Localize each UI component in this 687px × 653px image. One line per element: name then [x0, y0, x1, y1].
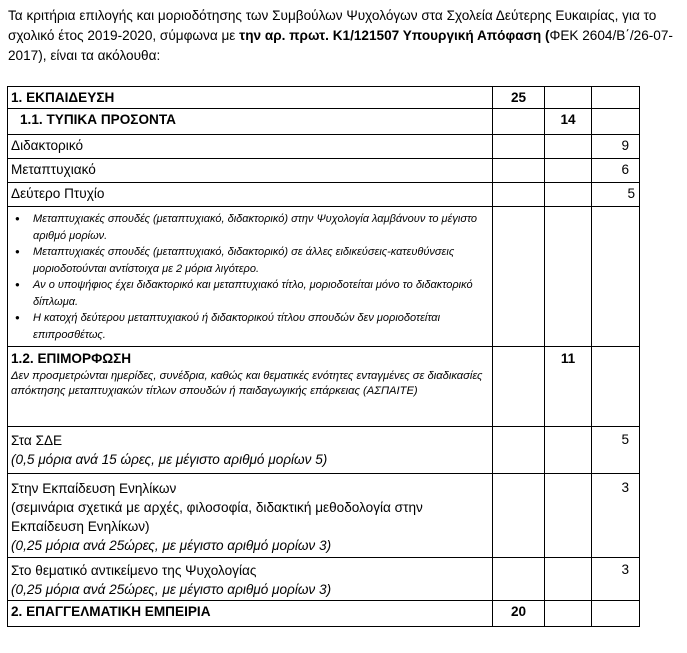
note-item: ● Μεταπτυχιακές σπουδές (μεταπτυχιακό, διδακτορικό) στην Ψυχολογία λαμβάνουν το μέγιστο αριθμό μορίων.: [15, 213, 478, 242]
ministerial-decision: την αρ. πρωτ. Κ1/121507 Υπουργική Απόφαση: [239, 28, 542, 43]
adult-points: 3: [592, 474, 640, 558]
row-typical-qualifications: [8, 109, 640, 135]
sde-label: Στα ΣΔΕ: [11, 433, 63, 448]
bullet-icon: ●: [15, 313, 20, 322]
bullet-icon: ●: [15, 214, 20, 223]
psychology-points: 3: [592, 558, 640, 601]
education-label: 1. ΕΚΠΑΙΔΕΥΣΗ: [8, 87, 493, 109]
fek-open-paren: (: [541, 28, 550, 43]
psychology-detail: (0,25 μόρια ανά 25ώρες, με μέγιστο αριθμό μορίων 3): [11, 582, 332, 597]
row-second-degree: [8, 183, 640, 207]
row-training: [8, 347, 640, 427]
row-experience: [8, 601, 640, 627]
intro-text-1: Τα κριτήρια επιλογής και μοριοδότησης των Συμβούλων Ψυχολόγων στα Σχολεία Δεύτερης Ευκαιρίας, για το σχολικό έτος 2019-2020, σύμφωνα με: [8, 8, 657, 43]
sde-points: 5: [592, 427, 640, 474]
adult-detail: (0,25 μόρια ανά 25ώρες, με μέγιστο αριθμό μορίων 3): [11, 538, 332, 553]
intro-text-2: ), είναι τα ακόλουθα:: [38, 48, 161, 63]
intro-paragraph: [8, 6, 680, 66]
typical-label: 1.1. ΤΥΠΙΚΑ ΠΡΟΣΟΝΤΑ: [8, 109, 493, 135]
row-sde: [8, 427, 640, 474]
adult-desc: (σεμινάρια σχετικά με αρχές, φιλοσοφία, διδακτική μεθοδολογία στην Εκπαίδευση Ενηλίκων): [11, 500, 423, 534]
notes-list: [11, 211, 489, 343]
bullet-icon: ●: [15, 280, 20, 289]
note-item: ● Αν ο υποψήφιος έχει διδακτορικό και μεταπτυχιακό τίτλο, μοριοδοτείται μόνο το διδακτορικό δίπλωμα.: [15, 279, 473, 308]
row-psychology: [8, 558, 640, 601]
experience-points: 20: [493, 601, 545, 627]
row-education: [8, 87, 640, 109]
adult-label: Στην Εκπαίδευση Ενηλίκων: [11, 481, 177, 496]
training-label: 1.2. ΕΠΙΜΟΡΦΩΣΗ: [11, 351, 132, 366]
second-degree-label: Δεύτερο Πτυχίο: [8, 183, 493, 207]
psychology-label: Στο θεματικό αντικείμενο της Ψυχολογίας: [11, 563, 257, 578]
second-degree-points: 5: [592, 183, 640, 207]
bullet-icon: ●: [15, 247, 20, 256]
training-points: 11: [545, 347, 592, 427]
row-phd: [8, 135, 640, 159]
education-points: 25: [493, 87, 545, 109]
sde-detail: (0,5 μόρια ανά 15 ώρες, με μέγιστο αριθμό μορίων 5): [11, 452, 328, 467]
row-notes: [8, 207, 640, 347]
typical-points: 14: [545, 109, 592, 135]
criteria-table: [7, 86, 640, 627]
row-masters: [8, 159, 640, 183]
training-note: Δεν προσμετρώνται ημερίδες, συνέδρια, καθώς και θεματικές ενότητες ενταγμένες σε διαδικασίες απόκτησης μεταπτυχιακών τίτλων σπουδών ή παιδαγωγικής επάρκειας (ΑΣΠΑΙΤΕ): [11, 370, 483, 398]
note-item: ● Η κατοχή δεύτερου μεταπτυχιακού ή διδακτορικού τίτλου σπουδών δεν μοριοδοτείται επιπροσθέτως.: [15, 312, 441, 341]
experience-label: 2. ΕΠΑΓΓΕΛΜΑΤΙΚΗ ΕΜΠΕΙΡΙΑ: [8, 601, 493, 627]
note-item: ● Μεταπτυχιακές σπουδές (μεταπτυχιακό, διδακτορικό) σε άλλες ειδικεύσεις-κατευθύνσεις μοριοδοτούνται αντίστοιχα με 2 μόρια λιγότερο.: [15, 246, 455, 275]
fek-reference: ΦΕΚ 2604/Β΄/26-07-2017: [8, 28, 673, 63]
masters-points: 6: [592, 159, 640, 183]
row-adult-education: [8, 474, 640, 558]
phd-label: Διδακτορικό: [8, 135, 493, 159]
masters-label: Μεταπτυχιακό: [8, 159, 493, 183]
phd-points: 9: [592, 135, 640, 159]
